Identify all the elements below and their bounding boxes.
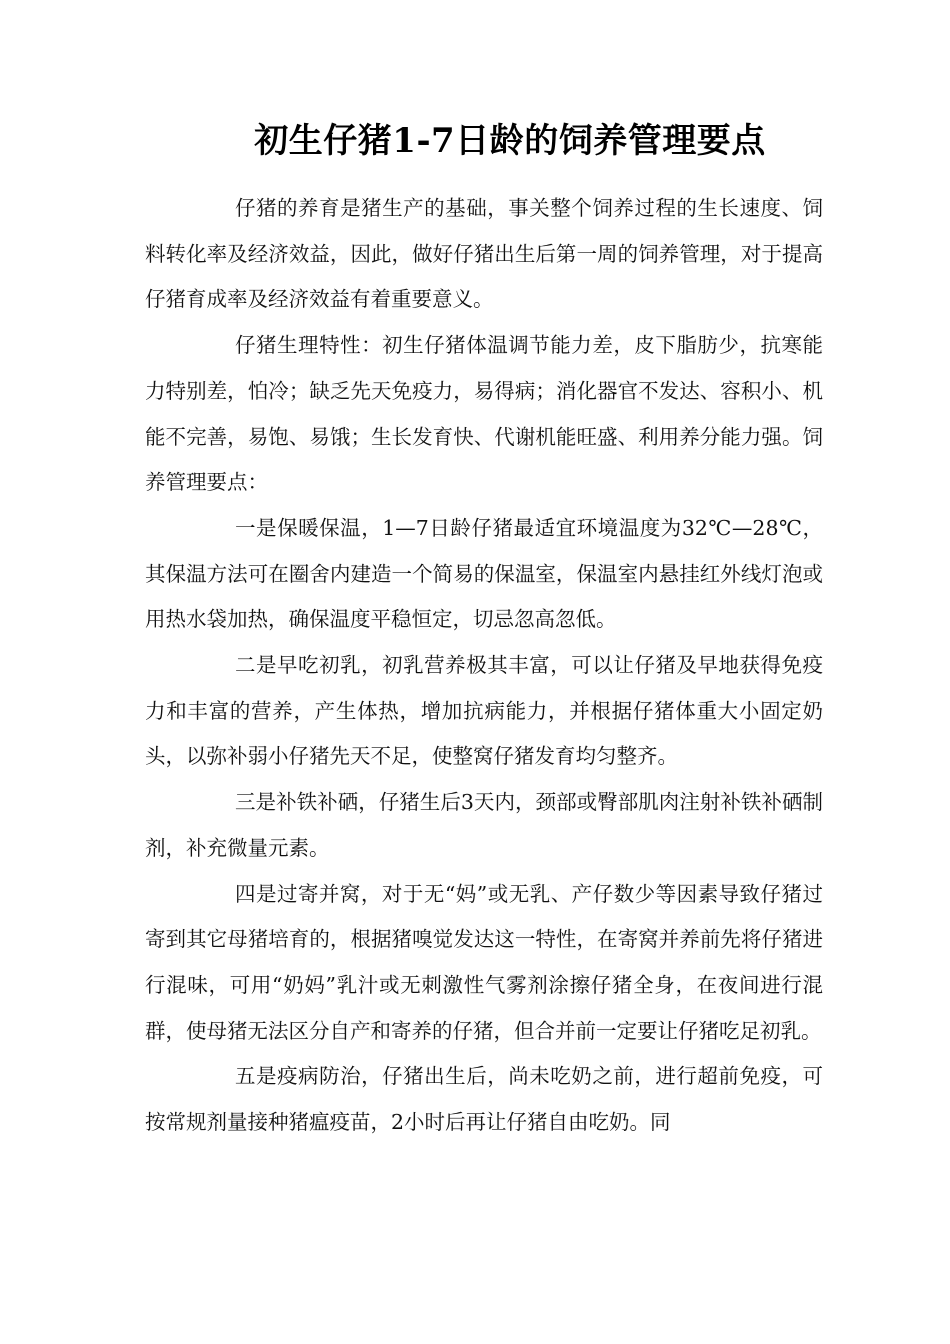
paragraph-point-4-fostering: 四是过寄并窝，对于无“妈”或无乳、产仔数少等因素导致仔猪过寄到其它母猪培育的，根据猪嗅觉发达这一特性，在寄窝并养前先将仔猪进行混味，可用“奶妈”乳汁或无刺激性气雾剂涂擦仔猪全身，在夜间进行混群，使母猪无法区分自产和寄养的仔猪，但合并前一定要让仔猪吃足初乳。: [145, 881, 823, 1043]
document-body: [145, 186, 823, 1146]
paragraph-physiology: 仔猪生理特性：初生仔猪体温调节能力差，皮下脂肪少，抗寒能力特别差，怕冷；缺乏先天免疫力，易得病；消化器官不发达、容积小、机能不完善，易饱、易饿；生长发育快、代谢机能旺盛、利用养分能力强。饲养管理要点：: [145, 333, 823, 495]
paragraph-intro: 仔猪的养育是猪生产的基础，事关整个饲养过程的生长速度、饲料转化率及经济效益，因此，做好仔猪出生后第一周的饲养管理，对于提高仔猪育成率及经济效益有着重要意义。: [145, 196, 823, 312]
paragraph-point-1-warmth: 一是保暖保温，1—7日龄仔猪最适宜环境温度为32℃—28℃，其保温方法可在圈舍内建造一个简易的保温室，保温室内悬挂红外线灯泡或用热水袋加热，确保温度平稳恒定，切忌忽高忽低。: [145, 515, 823, 632]
paragraph-point-3-iron-selenium: 三是补铁补硒，仔猪生后3天内，颈部或臀部肌肉注射补铁补硒制剂，补充微量元素。: [145, 790, 823, 860]
paragraph-point-2-colostrum: 二是早吃初乳，初乳营养极其丰富，可以让仔猪及早地获得免疫力和丰富的营养，产生体热，增加抗病能力，并根据仔猪体重大小固定奶头，以弥补弱小仔猪先天不足，使整窝仔猪发育均匀整齐。: [145, 653, 823, 769]
document-title: 初生仔猪1-7日龄的饲养管理要点: [254, 121, 766, 161]
paragraph-point-5-disease-prevention: 五是疫病防治，仔猪出生后，尚未吃奶之前，进行超前免疫，可按常规剂量接种猪瘟疫苗，2小时后再让仔猪自由吃奶。同: [145, 1064, 823, 1135]
